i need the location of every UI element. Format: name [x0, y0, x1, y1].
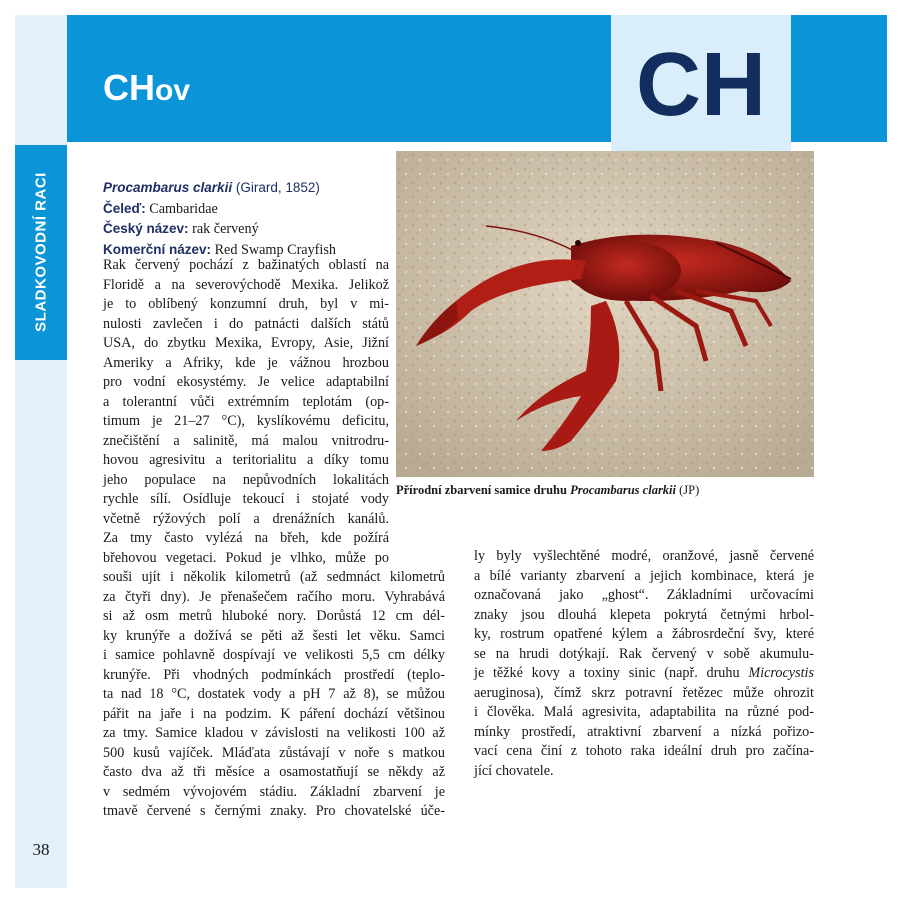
text-line: Ameriky a Afriky, kde je vážnou hrozbou: [103, 354, 389, 371]
text-line: jící chovatele.: [474, 762, 554, 779]
text-line: USA, do zbytku Mexika, Evropy, Asie, Jižní: [103, 335, 389, 351]
text-line: pářit na jaře i na podzim. K páření dochází většinou: [103, 705, 445, 722]
species-info: [103, 178, 393, 260]
caption-credit: (JP): [676, 483, 700, 497]
text-line: za čtyři dny). Je přenašečem račího moru. Vyhrabává: [103, 588, 445, 605]
narrow-text: [103, 256, 389, 568]
page-title-bold: CH: [103, 67, 155, 108]
text-line: i člověka. Malá agresivita, adaptabilita na různé pod-: [474, 704, 814, 720]
page-title-rest: ov: [155, 74, 191, 107]
text-line-part: je těžké kovy a toxiny sinic (např. druhu: [474, 665, 740, 681]
text-line: se na hrudi dotýkají. Rak červený v sobě akumulu-: [474, 645, 814, 662]
text-line: nulosti zavlečen i do patnácti dalších států: [103, 315, 389, 332]
text-line: mínky prostředí, atraktivní zbarvení a nízká pořizo-: [474, 723, 814, 740]
text-line: často dva až tři měsíce a osamostatňují se někdy až: [103, 764, 445, 780]
text-line: aeruginosa), čímž skrz potravní řetězec může ohrozit: [474, 684, 814, 701]
text-line: tmavě červené s černými znaky. Pro chovatelské úče-: [103, 803, 445, 819]
text-line: v sedmém vývojovém stádiu. Základní zbarvení je: [103, 783, 445, 800]
text-line: a tolerantní vůči extrémním teplotám (op-: [103, 393, 389, 410]
text-line: za tmy. Samice kladou v závislosti na velikosti 100 až: [103, 725, 445, 741]
species-author: (Girard, 1852): [232, 180, 320, 195]
text-line: i samice pohlavně dospívají ve velikosti 5,5 cm délky: [103, 647, 445, 663]
text-line: pro vodní ekosystémy. Je velice adaptabilní: [103, 374, 389, 390]
page-title: [103, 67, 191, 108]
family-label: Čeleď:: [103, 200, 146, 216]
caption-species: Procambarus clarkii: [570, 483, 677, 497]
text-line: krunýře. Při vhodných podmínkách prostředí (teplo-: [103, 666, 445, 683]
section-label: SLADKOVODNÍ RACI: [32, 172, 50, 332]
text-line: ky krunýře a dožívá se pěti až šesti let věku. Samci: [103, 627, 445, 644]
text-line: hovou agresivitu a teritorialitu a díky tomu: [103, 452, 389, 468]
crayfish-photo: [396, 151, 814, 477]
text-line: a bílé varianty zbarvení a jejich kombinace, která je: [474, 567, 814, 584]
species-name: Procambarus clarkii: [103, 180, 233, 195]
photo-caption: [396, 483, 816, 498]
family-value: Cambaridae: [145, 200, 218, 217]
text-line: znečištění a salinitě, má malou vnitrodru-: [103, 432, 389, 449]
text-line: si až osm metrů hluboké nory. Dorůstá 12 cm dél-: [103, 608, 445, 624]
text-line: souši ujít i několik kilometrů (až sedmnáct kilometrů: [103, 569, 445, 585]
text-line: znaky jsou dlouhá klepeta pokrytá četnými hrbol-: [474, 606, 814, 623]
text-line: timum je 21–27 °C), kyslíkovému deficitu,: [103, 413, 389, 429]
text-line: včetně rýžových polí a drenážních kanálů.: [103, 510, 389, 527]
left-column-text: [103, 568, 445, 822]
caption-text: Přírodní zbarvení samice druhu: [396, 483, 571, 497]
text-line: označovaná jako „ghost“. Základními určovacími: [474, 587, 814, 603]
text-line: je to oblíbený konzumní druh, byl v mi-: [103, 296, 389, 312]
text-line: Za tmy často vylézá na břeh, kde požírá: [103, 530, 389, 546]
right-column-text: [474, 547, 814, 781]
text-line: 500 kusů vajíček. Mláďata zůstávají v noře s matkou: [103, 744, 445, 761]
czech-name-value: rak červený: [188, 221, 259, 237]
commercial-name-label: Komerční název:: [103, 241, 212, 257]
letter-marker: CH: [636, 35, 766, 135]
text-line: [474, 664, 814, 684]
text-line: Rak červený pochází z bažinatých oblastí na: [103, 257, 389, 273]
italic-species: Microcystis: [748, 665, 814, 681]
page-number: 38: [32, 840, 50, 859]
text-line: vací cena činí z tohoto raka ideální druh pro začína-: [474, 743, 814, 759]
text-line: Floridě a na severovýchodě Mexika. Jelikož: [103, 276, 389, 293]
text-line: ky, rostrum opatřené kýlem a žábrosrdeční švy, které: [474, 626, 814, 642]
text-line: rychle sílí. Osídluje tekoucí i stojaté vody: [103, 491, 389, 507]
text-line: ly byly vyšlechtěné modré, oranžové, jasně červené: [474, 548, 814, 564]
text-line: břehovou vegetaci. Pokud je vlhko, může po: [103, 549, 389, 566]
crayfish-image: [396, 151, 814, 477]
text-line: jeho populace na nepůvodních lokalitách: [103, 471, 389, 488]
text-line: ta nad 18 °C, dostatek vody a pH 7 až 8), se můžou: [103, 686, 445, 702]
commercial-name-value: Red Swamp Crayfish: [211, 241, 336, 258]
czech-name-label: Český název:: [103, 221, 189, 236]
